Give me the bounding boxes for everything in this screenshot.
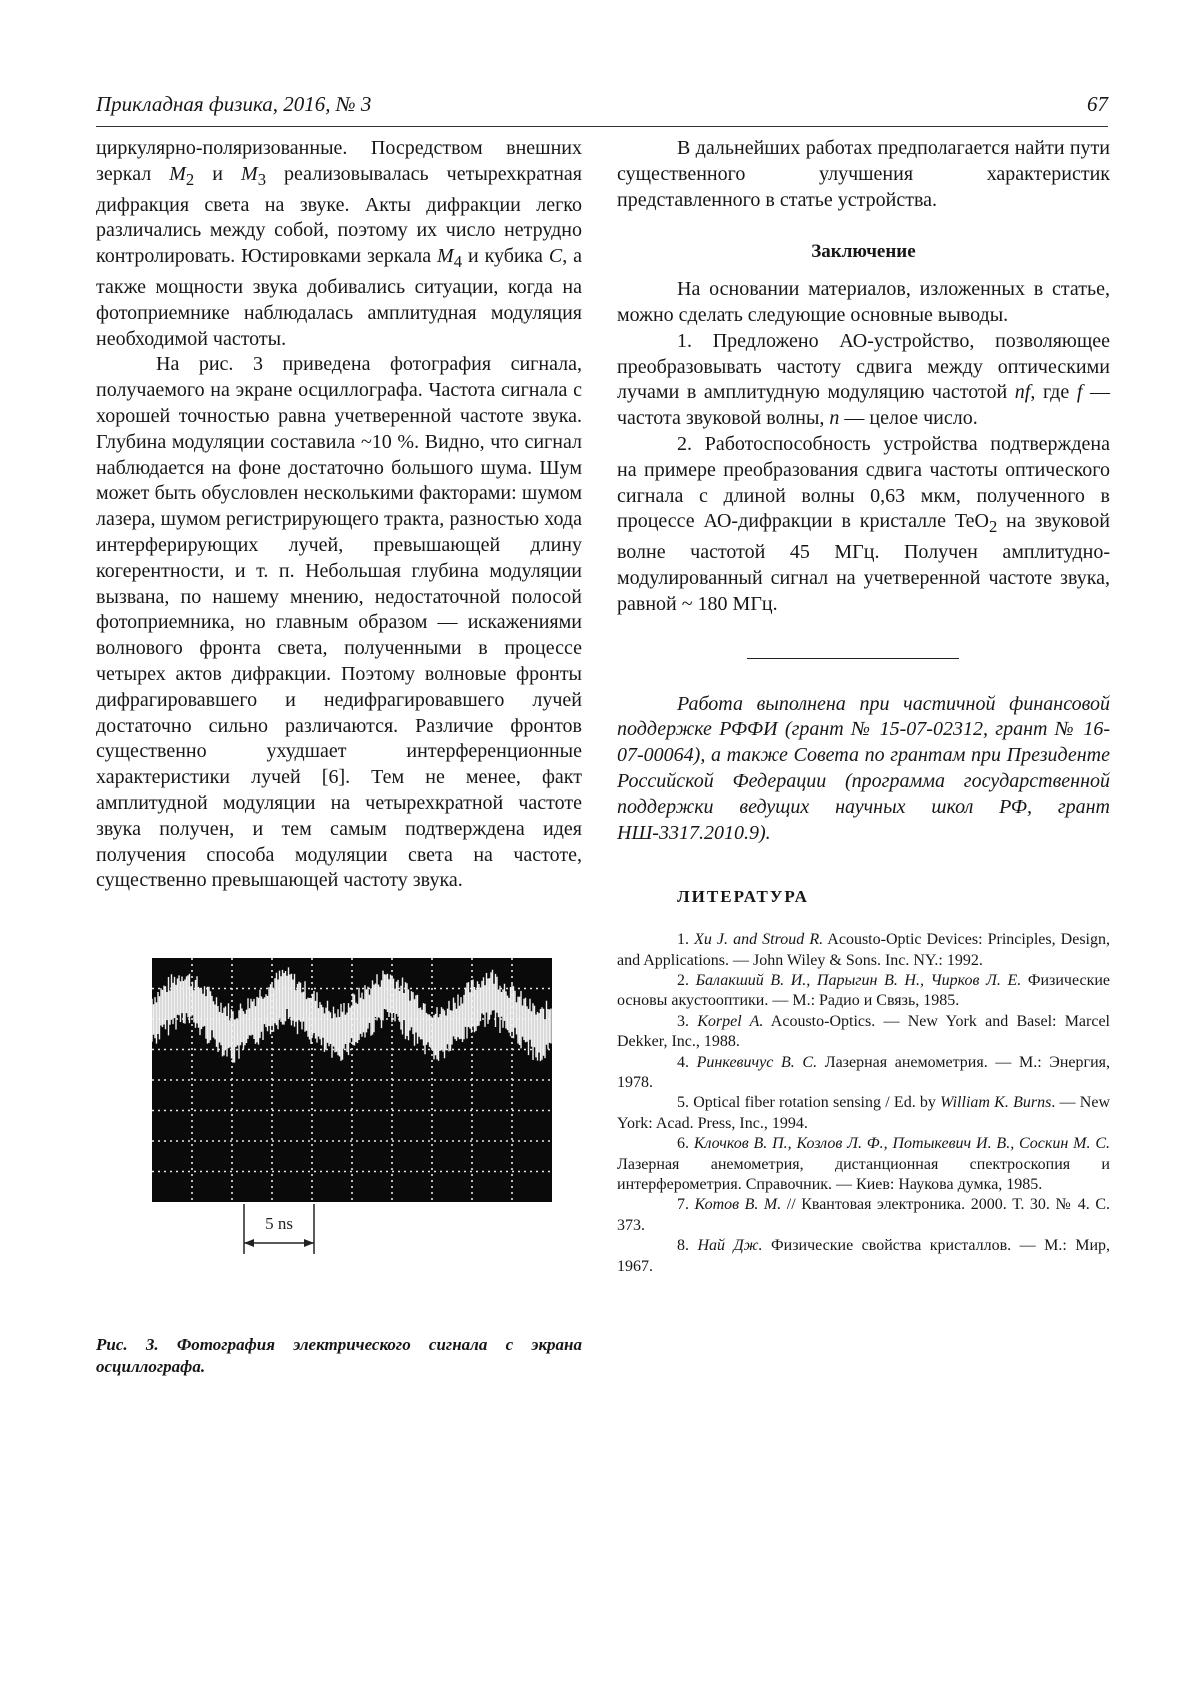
reference-item: 5. Optical fiber rotation sensing / Ed. by William K. Burns. — New York: Acad. Press, Inc., 1994. — [617, 1094, 1110, 1132]
scale-bar — [244, 1204, 314, 1254]
references-heading: ЛИТЕРАТУРА — [677, 887, 809, 907]
paragraph-future-work: В дальнейших работах предполагается найти пути существенного улучшения характеристик представленного в статье устройства. — [617, 137, 1110, 211]
conclusion-item-1: 1. Предложено АО-устройство, позволяющее преобразовывать частоту сдвига между оптическими лучами в амплитудную модуляцию частотой nf, где f — частота звуковой волны, n — целое число. — [617, 329, 1110, 430]
right-column — [617, 136, 1110, 1277]
reference-item: 7. Котов В. М. // Квантовая электроника. 2000. Т. 30. № 4. С. 373. — [617, 1196, 1111, 1234]
reference-item: 4. Ринкевичус В. С. Лазерная анемометрия. — М.: Энергия, 1978. — [617, 1053, 1111, 1091]
reference-item: 1. Xu J. and Stroud R. Acousto-Optic Devices: Principles, Design, and Applications. — John Wiley & Sons. Inc. NY.: 1992. — [617, 931, 1110, 969]
left-column — [96, 136, 582, 894]
reference-item: 2. Балакший В. И., Парыгин В. Н., Чирков Л. Е. Физические основы акустооптики. — М.: Радио и Связь, 1985. — [617, 971, 1111, 1010]
conclusion-heading: Заключение — [811, 241, 916, 263]
acknowledgment: Работа выполнена при частичной финансовой поддержке РФФИ (грант № 15-07-02312, грант № 16-07-00064), а также Совета по грантам при Президенте Российской Федерации (программа государственной поддержки ведущих научных школ РФ, грант НШ-3317.2010.9). — [617, 692, 1110, 844]
scale-label: 5 ns — [265, 1214, 293, 1233]
conclusion-intro: На основании материалов, изложенных в статье, можно сделать следующие основные выводы. — [617, 278, 1110, 326]
reference-item: 6. Клочков В. П., Козлов Л. Ф., Потыкевич И. В., Соскин М. С. Лазерная анемометрия, дистанционная спектроскопия и интерферометрия. Справочник. — Киев: Наукова думка, 1985. — [617, 1135, 1111, 1193]
reference-item: 3. Korpel A. Acousto-Optics. — New York and Basel: Marcel Dekker, Inc., 1988. — [617, 1012, 1111, 1051]
conclusion-item-2: 2. Работоспособность устройства подтверждена на примере преобразования сдвига частоты оптического сигнала с длиной волны 0,63 мкм, полученного в процессе АО-дифракции в кристалле TeO$_2$ на звуковой волне частотой 45 МГц. Получен амплитудно-модулированный сигнал на учетверенной частоте звука, равной ~ 180 МГц. — [617, 432, 1110, 615]
paragraph-mirrors: циркулярно-поляризованные. Посредством внешних зеркал $M_2$ и $M_3$ реализовывалась четырехкратная дифракция света на звуке. Акты дифракции легко различались между собой, поэтому их число нетрудно контролировать. Юстировками зеркала $M_4$ и кубика C, а также мощности звука добивались ситуации, когда на фотоприемнике наблюдалась амплитудная модуляция необходимой частоты. — [96, 137, 582, 350]
figure-caption: Рис. 3. Фотография электрического сигнала с экрана осциллографа. — [96, 1335, 582, 1376]
references-list — [617, 930, 1110, 1277]
running-header — [96, 92, 1108, 127]
journal-title: Прикладная физика, 2016, № 3 — [96, 92, 372, 116]
reference-item: 8. Най Дж. Физические свойства кристаллов. — М.: Мир, 1967. — [617, 1237, 1111, 1275]
page-number: 67 — [1087, 92, 1108, 116]
oscilloscope-figure — [152, 958, 552, 1304]
paragraph-oscillogram: На рис. 3 приведена фотография сигнала, получаемого на экране осциллографа. Частота сигнала с хорошей точностью равна учетверенной частоте звука. Глубина модуляции составила ~10 %. Видно, что сигнал наблюдается на фоне достаточно большого шума. Шум может быть обусловлен несколькими факторами: шумом лазера, шумом регистрирующего тракта, разностью хода интерферирующих лучей, превышающей длину когерентности, и т. п. Небольшая глубина модуляции вызвана, по нашему мнению, недостаточной полосой фотоприемника, но главным образом — искажениями волнового фронта света, полученными в процессе четырех актов дифракции. Поэтому волновые фронты дифрагировавшего и недифрагировавшего лучей достаточно сильно различаются. Различие фронтов существенно ухудшает интерференционные характеристики лучей [6]. Тем не менее, факт амплитудной модуляции на четырехкратной частоте звука получен, и тем самым подтверждена идея получения способа модуляции света на частоте, существенно превышающей частоту звука. — [96, 353, 582, 892]
divider-line — [747, 658, 959, 659]
